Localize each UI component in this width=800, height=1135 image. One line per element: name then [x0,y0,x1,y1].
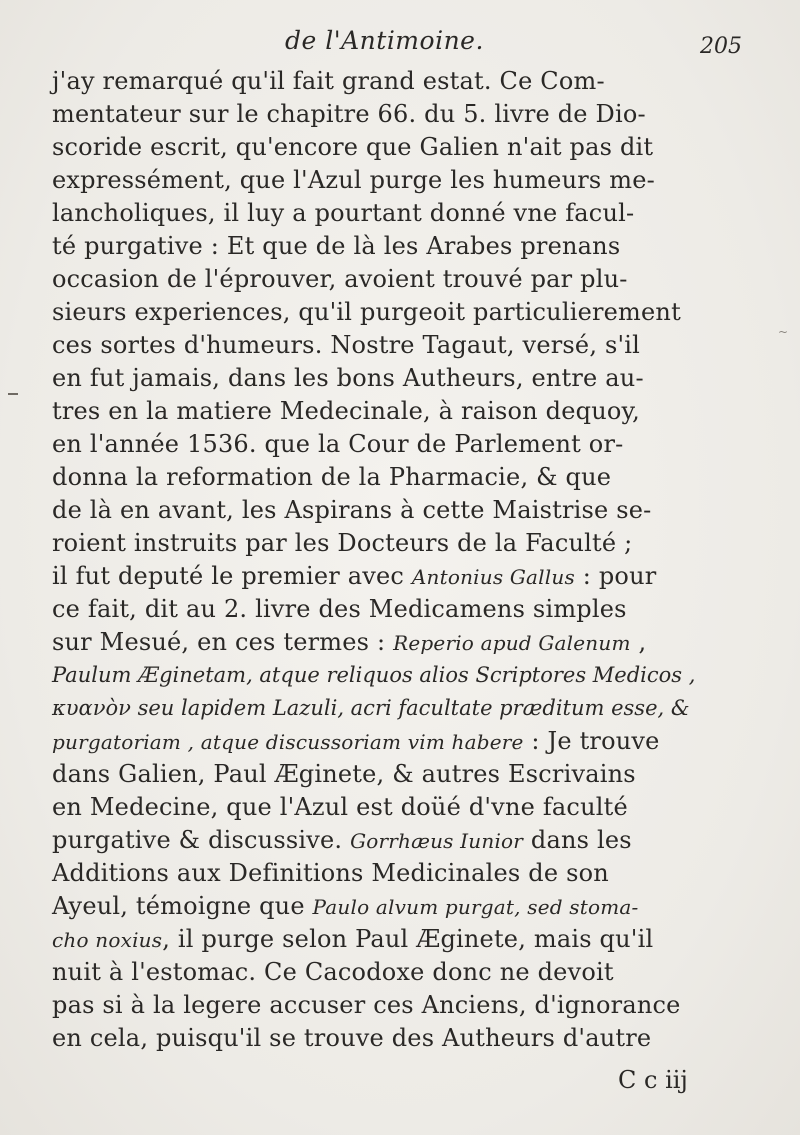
text-line: lancholiques, il luy a pourtant donné vne facul- [52,199,635,227]
text-line: en l'année 1536. que la Cour de Parlement or- [52,430,624,458]
text-run: il fut deputé le premier avec [52,562,412,590]
text-line: pas si à la legere accuser ces Anciens, d'ignorance [52,991,681,1019]
text-line: Paulum Æginetam, atque reliquos alios Scriptores Medicos , [52,663,696,687]
text-run: purgative & discussive. [52,826,351,854]
text-line: ces sortes d'humeurs. Nostre Tagaut, versé, s'il [52,331,641,359]
italic-run: Antonius Gallus [411,565,575,589]
text-line: en cela, puisqu'il se trouve des Autheurs d'autre [52,1024,652,1052]
text-line [52,726,660,756]
text-line: mentateur sur le chapitre 66. du 5. livre de Dio- [52,100,646,128]
text-line [52,627,646,657]
text-line: Additions aux Definitions Medicinales de son [52,859,609,887]
text-run: : Je trouve [523,727,660,755]
catchword: C c iij [618,1066,688,1094]
text-line: tres en la matiere Medecinale, à raison dequoy, [52,397,640,425]
text-line: j'ay remarqué qu'il fait grand estat. Ce Com- [52,67,605,95]
text-line: en fut jamais, dans les bons Autheurs, entre au- [52,364,644,392]
text-line: de là en avant, les Aspirans à cette Maistrise se- [52,496,652,524]
italic-run: Paulo alvum purgat, sed stoma- [312,895,639,919]
text-line [52,825,632,855]
text-line: κυανὸν seu lapidem Lazuli, acri facultate præditum esse, & [52,696,690,720]
text-line: en Medecine, que l'Azul est doüé d'vne faculté [52,793,628,821]
text-run: Ayeul, témoigne que [52,892,313,920]
text-line: occasion de l'éprouver, avoient trouvé par plu- [52,265,628,293]
text-run: sur Mesué, en ces termes : [52,628,394,656]
text-line: sieurs experiences, qu'il purgeoit particulierement [52,298,681,326]
text-line: té purgative : Et que de là les Arabes prenans [52,232,621,260]
text-line: roient instruits par les Docteurs de la Faculté ; [52,529,633,557]
text-line: nuit à l'estomac. Ce Cacodoxe donc ne devoit [52,958,614,986]
text-line: donna la reformation de la Pharmacie, & que [52,463,612,491]
text-line [52,561,656,591]
text-run: , [630,628,647,656]
text-line: dans Galien, Paul Æginete, & autres Escrivains [52,760,636,788]
text-line: ce fait, dit au 2. livre des Medicamens simples [52,595,627,623]
page-number: 205 [700,34,742,59]
text-line [52,924,653,954]
text-run: dans les [523,826,632,854]
text-line: scoride escrit, qu'encore que Galien n'ait pas dit [52,133,654,161]
margin-mark [8,393,18,395]
text-run: , il purge selon Paul Æginete, mais qu'il [162,925,654,953]
text-line: expressément, que l'Azul purge les humeurs me- [52,166,655,194]
margin-mark: ~ [778,325,789,339]
italic-run: Gorrhæus Iunior [350,829,524,853]
text-line [52,891,639,921]
page-header [0,14,800,59]
running-title: de l'Antimoine. [285,26,484,55]
italic-run: cho noxius [52,928,163,952]
text-run: : pour [574,562,657,590]
italic-run: Reperio apud Galenum [393,631,631,655]
italic-run: purgatoriam , atque discussoriam vim habere [52,730,524,754]
